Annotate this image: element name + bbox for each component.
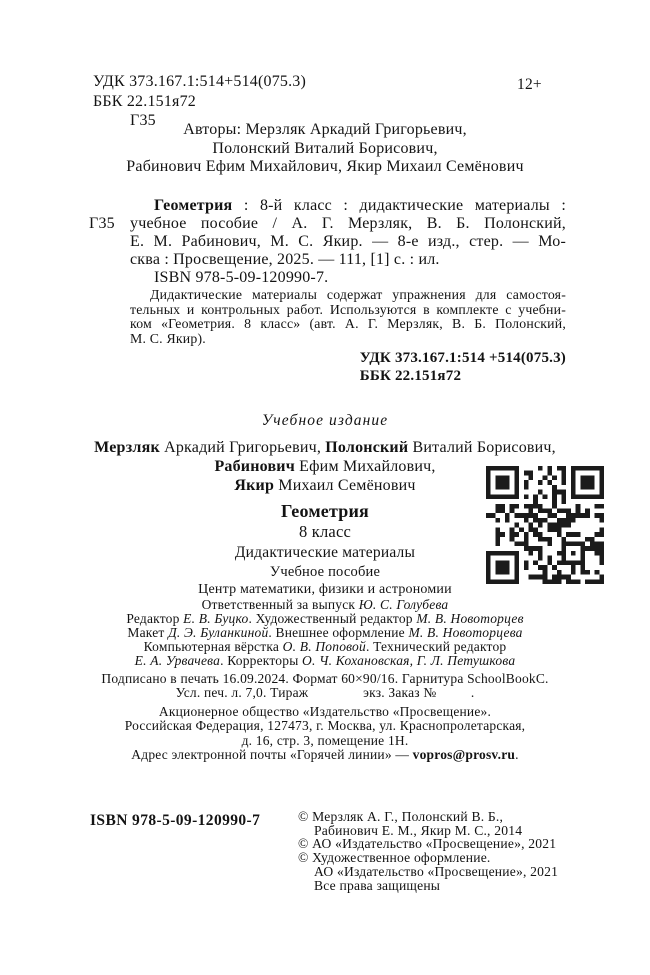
hotline-suffix: . [515, 747, 519, 763]
hotline-line [0, 748, 650, 762]
staff-role: Ответственный за выпуск [201, 596, 359, 612]
card-title: Геометрия [154, 197, 233, 214]
author-name: Аркадий Григорьевич, [159, 439, 326, 456]
author-sign: Г35 [130, 112, 156, 130]
text-line [0, 626, 650, 640]
text-line: Дидактические материалы содержат упражнения для самостоя- [150, 287, 566, 302]
hotline-email: vopros@prosv.ru [412, 747, 516, 763]
text-line: сква : Просвещение, 2025. — 111, [1] с. : ил. [130, 251, 440, 268]
staff-block [0, 598, 650, 668]
publisher-block [0, 705, 650, 763]
bbk-code-bold: ББК 22.151я72 [359, 367, 462, 384]
staff-name: М. В. Новоторцев [416, 610, 524, 626]
text-line: д. 16, стр. 3, помещение 1Н. [241, 732, 409, 748]
copyright-line: © Мерзляк А. Г., Полонский В. Б., [298, 809, 504, 824]
copyright-line: © Художественное оформление. [298, 850, 491, 866]
isbn-line: ISBN 978-5-09-120990-7. [154, 269, 329, 286]
staff-name: М. В. Новоторцева [408, 624, 523, 640]
card-title-rest: : 8-й класс : дидактические материалы : [232, 197, 566, 214]
text-line: Е. М. Рабинович, М. С. Якир. — 8-е изд., стер. — Мо- [130, 233, 566, 250]
staff-role: . Внешнее оформление [268, 624, 409, 640]
center-line: Центр математики, физики и астрономии [198, 582, 452, 598]
copyright-line: Рабинович Е. М., Якир М. С., 2014 [314, 822, 523, 838]
author-surname: Якир [234, 476, 275, 494]
catalog-card [89, 197, 566, 385]
udc-bbk-block [360, 349, 566, 385]
text-line: Российская Федерация, 127473, г. Москва, ул. Краснопролетарская, [124, 718, 526, 734]
text-line [0, 640, 650, 654]
text-line: ком «Геометрия. 8 класс» (авт. А. Г. Мерзляк, В. Б. Полонский, [130, 316, 566, 332]
annotation [130, 288, 566, 347]
staff-name: Ю. С. Голубева [358, 596, 449, 612]
authors-heading [0, 121, 650, 177]
text-line [0, 439, 650, 458]
text-line [130, 197, 566, 215]
footer [90, 810, 590, 892]
book-title: Геометрия [281, 501, 369, 522]
book-type: Дидактические материалы [234, 544, 416, 562]
text-line: Полонский Виталий Борисович, [212, 139, 438, 157]
text-line: Подписано в печать 16.09.2024. Формат 60×90/16. Гарнитура SchoolBookC. [101, 670, 549, 686]
author-name: Ефим Михайлович, [294, 457, 436, 475]
edition-kind: Учебное издание [261, 412, 389, 429]
staff-role: Макет [127, 624, 169, 640]
staff-role: . Художественный редактор [248, 610, 417, 626]
udc-code: УДК 373.167.1:514+514(075.3) [93, 73, 307, 90]
staff-name: Е. В. Буцко [183, 610, 249, 626]
copyright-line: © АО «Издательство «Просвещение», 2021 [298, 836, 557, 852]
udc-code-bold: УДК 373.167.1:514 +514(075.3) [359, 349, 566, 366]
staff-role: Компьютерная вёрстка [143, 638, 283, 654]
staff-role: . Корректоры [220, 652, 303, 668]
text-line [0, 654, 650, 668]
qr-code [486, 466, 604, 584]
bbk-code: ББК 22.151я72 [93, 92, 197, 110]
staff-name: О. В. Поповой [282, 638, 366, 654]
text-line: Усл. печ. л. 7,0. Тираж экз. Заказ № . [175, 685, 475, 701]
staff-name: Е. А. Урвачева [134, 652, 221, 668]
staff-role: . Технический редактор [365, 638, 507, 654]
hotline-label: Адрес электронной почты «Горячей линии» — [131, 747, 413, 763]
text-line: тельных и контрольных работ. Используются в комплекте с учебни- [130, 301, 566, 317]
text-line [0, 598, 650, 612]
isbn-number: ISBN 978-5-09-120990-7 [90, 812, 261, 829]
copyright-line: АО «Издательство «Просвещение», 2021 [314, 863, 559, 879]
staff-name: О. Ч. Кохановская, Г. Л. Петушкова [302, 652, 516, 668]
text-line: М. С. Якир). [130, 331, 206, 347]
text-line: Авторы: Мерзляк Аркадий Григорьевич, [183, 121, 467, 138]
text-line: Акционерное общество «Издательство «Просвещение». [158, 703, 492, 719]
text-line [0, 612, 650, 626]
text-line: учебное пособие / А. Г. Мерзляк, В. Б. Полонский, [130, 215, 566, 232]
staff-name: Д. Э. Буланкиной [168, 624, 269, 640]
author-surname: Рабинович [214, 457, 295, 475]
author-name: Виталий Борисович, [408, 439, 556, 456]
copyright-line: Все права защищены [314, 877, 441, 893]
print-info [0, 672, 650, 701]
author-surname: Полонский [325, 439, 409, 456]
book-grade: 8 класс [299, 522, 351, 542]
author-surname: Мерзляк [94, 439, 160, 456]
staff-role: Редактор [126, 610, 184, 626]
text-line: Рабинович Ефим Михайлович, Якир Михаил Семёнович [126, 158, 524, 176]
author-sign-margin: Г35 [89, 215, 115, 232]
author-name: Михаил Семёнович [274, 476, 416, 494]
copyright-block [298, 810, 590, 892]
imprint-block [0, 412, 650, 763]
age-rating-badge: 12+ [517, 76, 542, 93]
book-subtype: Учебное пособие [269, 564, 381, 581]
